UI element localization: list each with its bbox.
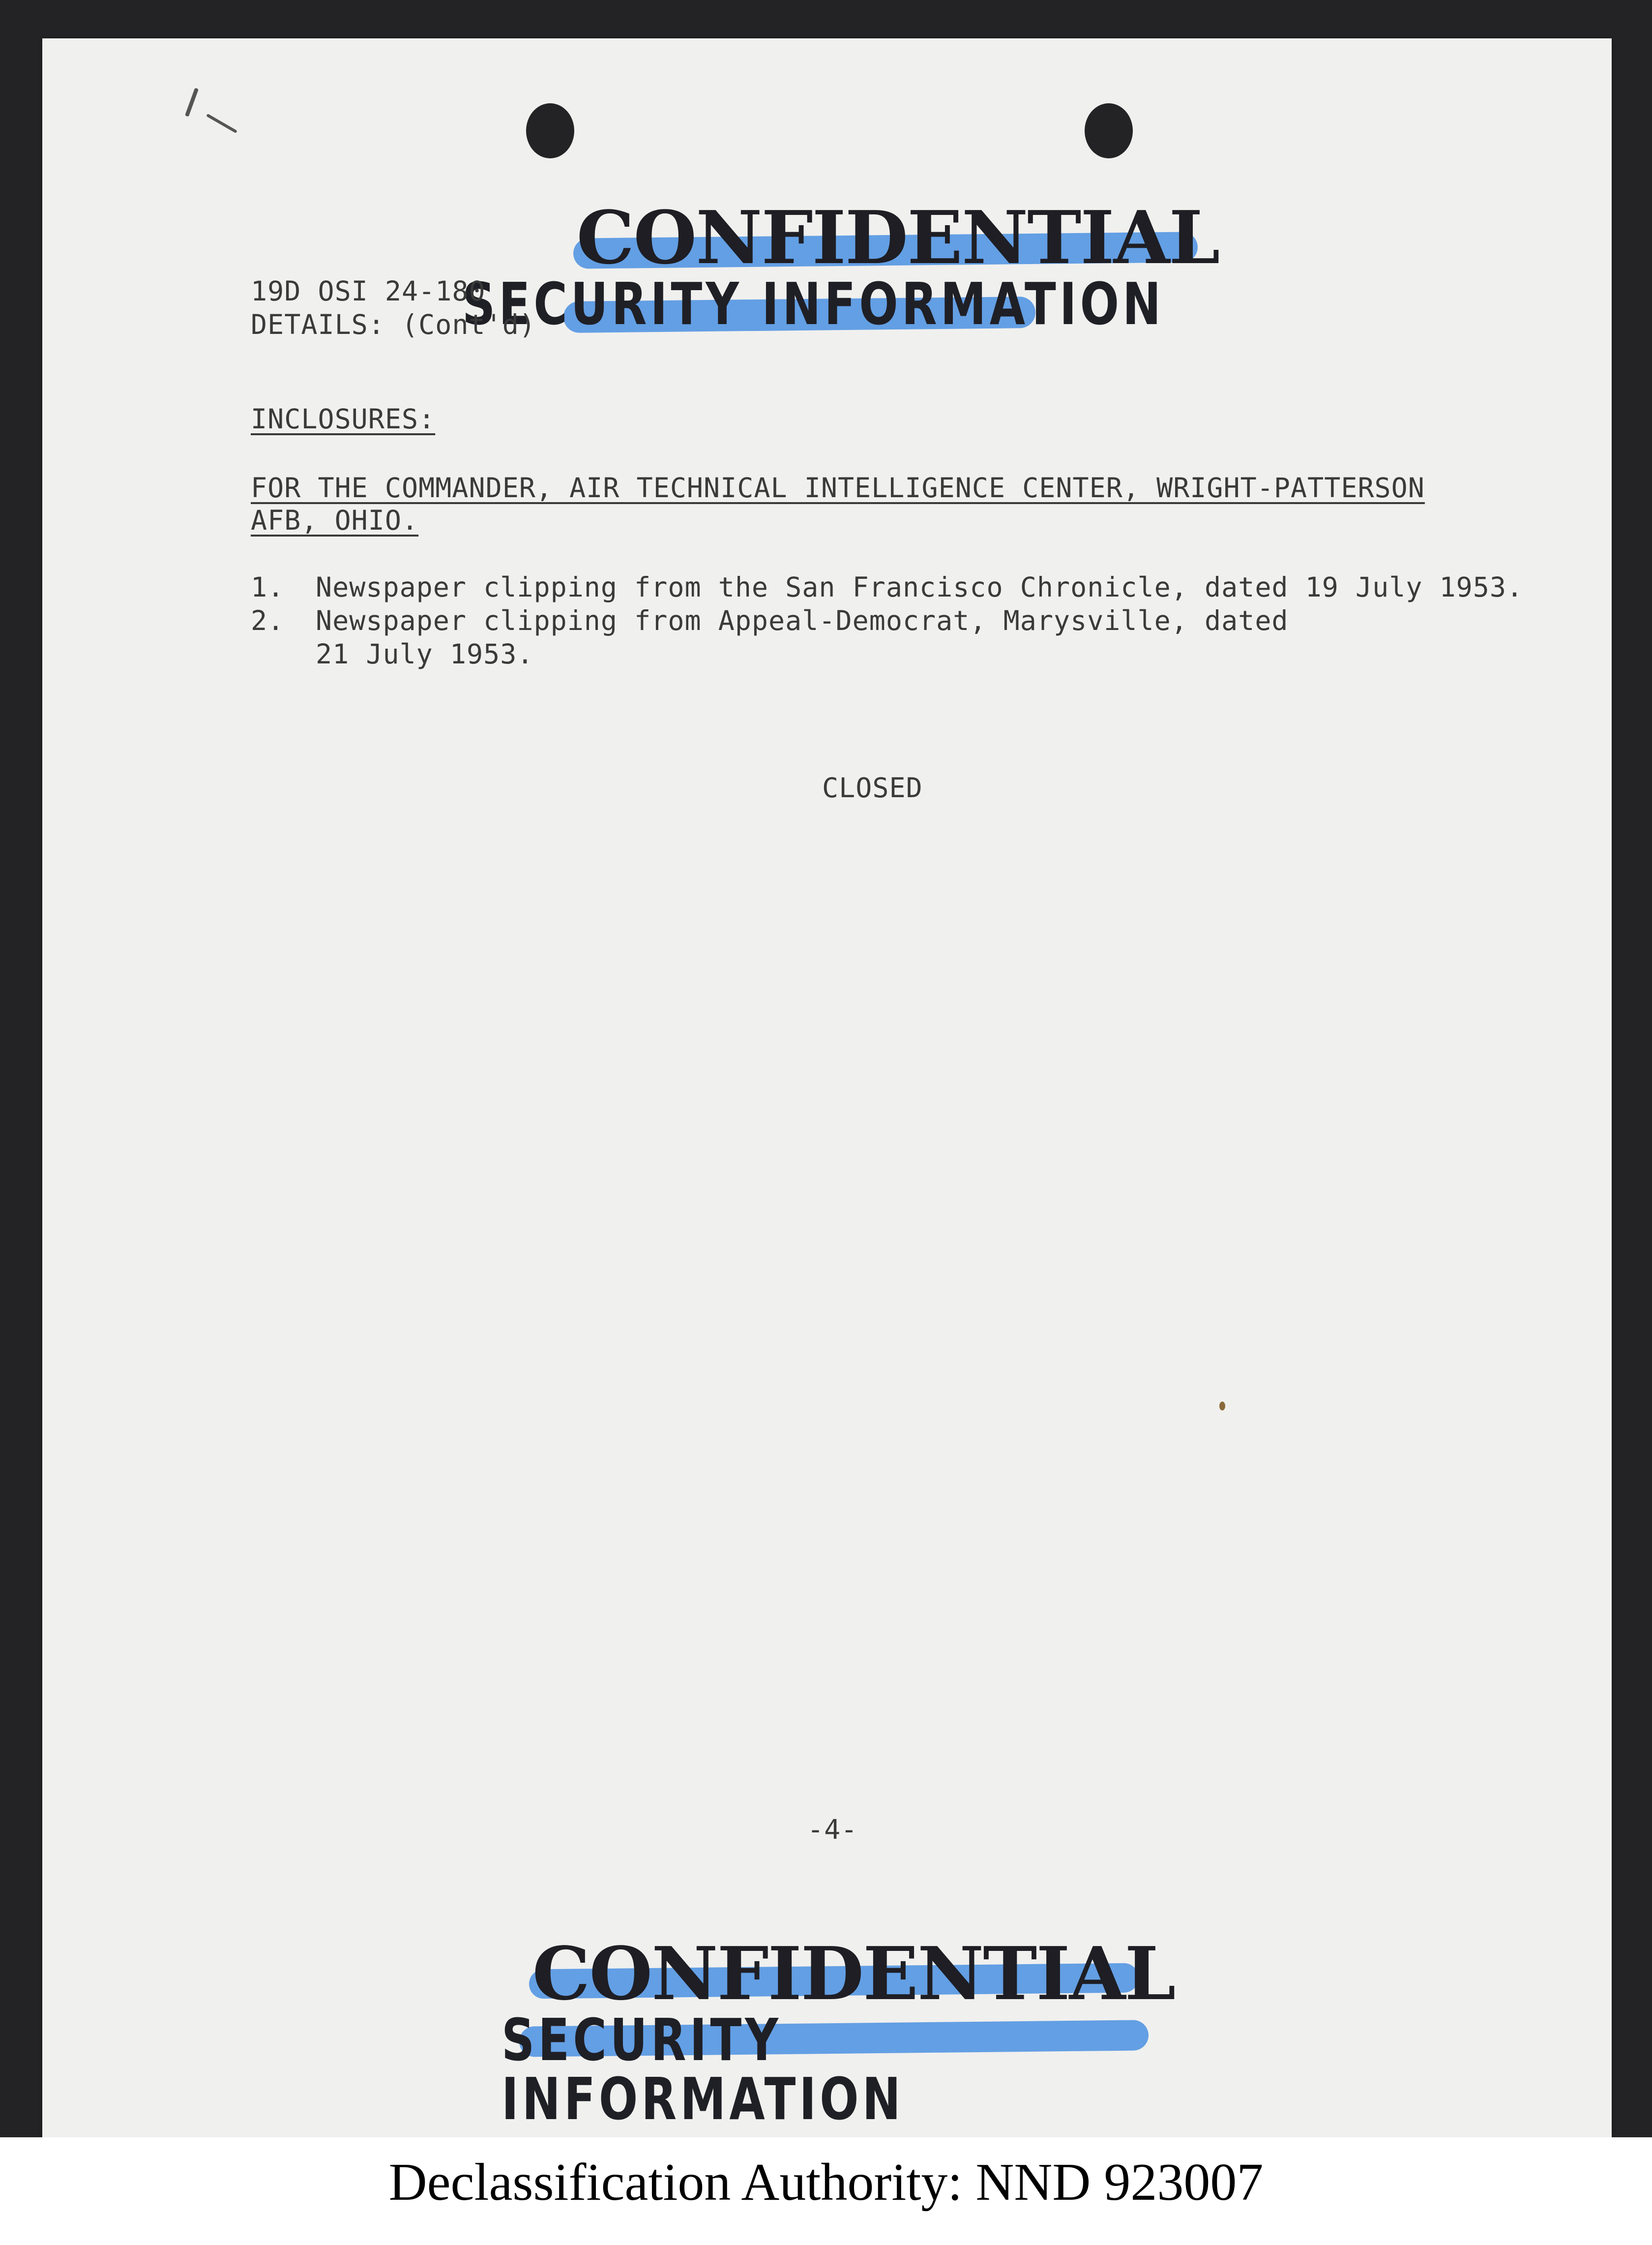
scan-mark — [206, 114, 237, 133]
item-2-text-continued: 21 July 1953. — [316, 638, 534, 670]
punch-hole-left — [526, 103, 574, 158]
for-commander-line2: AFB, OHIO. — [251, 505, 419, 536]
file-reference: 19D OSI 24-180 — [251, 275, 486, 307]
punch-hole-right — [1085, 103, 1133, 158]
stamp-confidential-text: CONFIDENTIAL — [576, 195, 1219, 280]
paper-speck — [1219, 1402, 1225, 1410]
declassification-authority: Declassification Authority: NND 923007 — [388, 2153, 1264, 2212]
for-commander-line1: FOR THE COMMANDER, AIR TECHNICAL INTELLIGENCE CENTER, WRIGHT-PATTERSON — [251, 472, 1425, 504]
details-continued: DETAILS: (Cont'd) — [251, 309, 536, 340]
document-sheet — [42, 38, 1612, 2137]
item-1-number: 1. — [251, 571, 285, 603]
page-number: -4- — [807, 1814, 858, 1845]
inclosures-heading: INCLOSURES: — [251, 403, 436, 435]
item-2-text: Newspaper clipping from Appeal-Democrat, Marysville, dated — [316, 605, 1289, 636]
stamp-security-info-text: SECURITY INFORMATION — [462, 270, 1165, 338]
status-closed: CLOSED — [822, 772, 923, 804]
stamp-confidential-text: CONFIDENTIAL — [532, 1931, 1175, 2016]
item-2-number: 2. — [251, 605, 285, 636]
item-1-text: Newspaper clipping from the San Francisco Chronicle, dated 19 July 1953. — [316, 571, 1524, 603]
confidential-stamp-top — [462, 195, 1271, 338]
confidential-stamp-bottom — [502, 1931, 1242, 2133]
scan-mark — [185, 88, 199, 117]
stamp-security-info-text: SECURITY INFORMATION — [502, 2006, 904, 2133]
